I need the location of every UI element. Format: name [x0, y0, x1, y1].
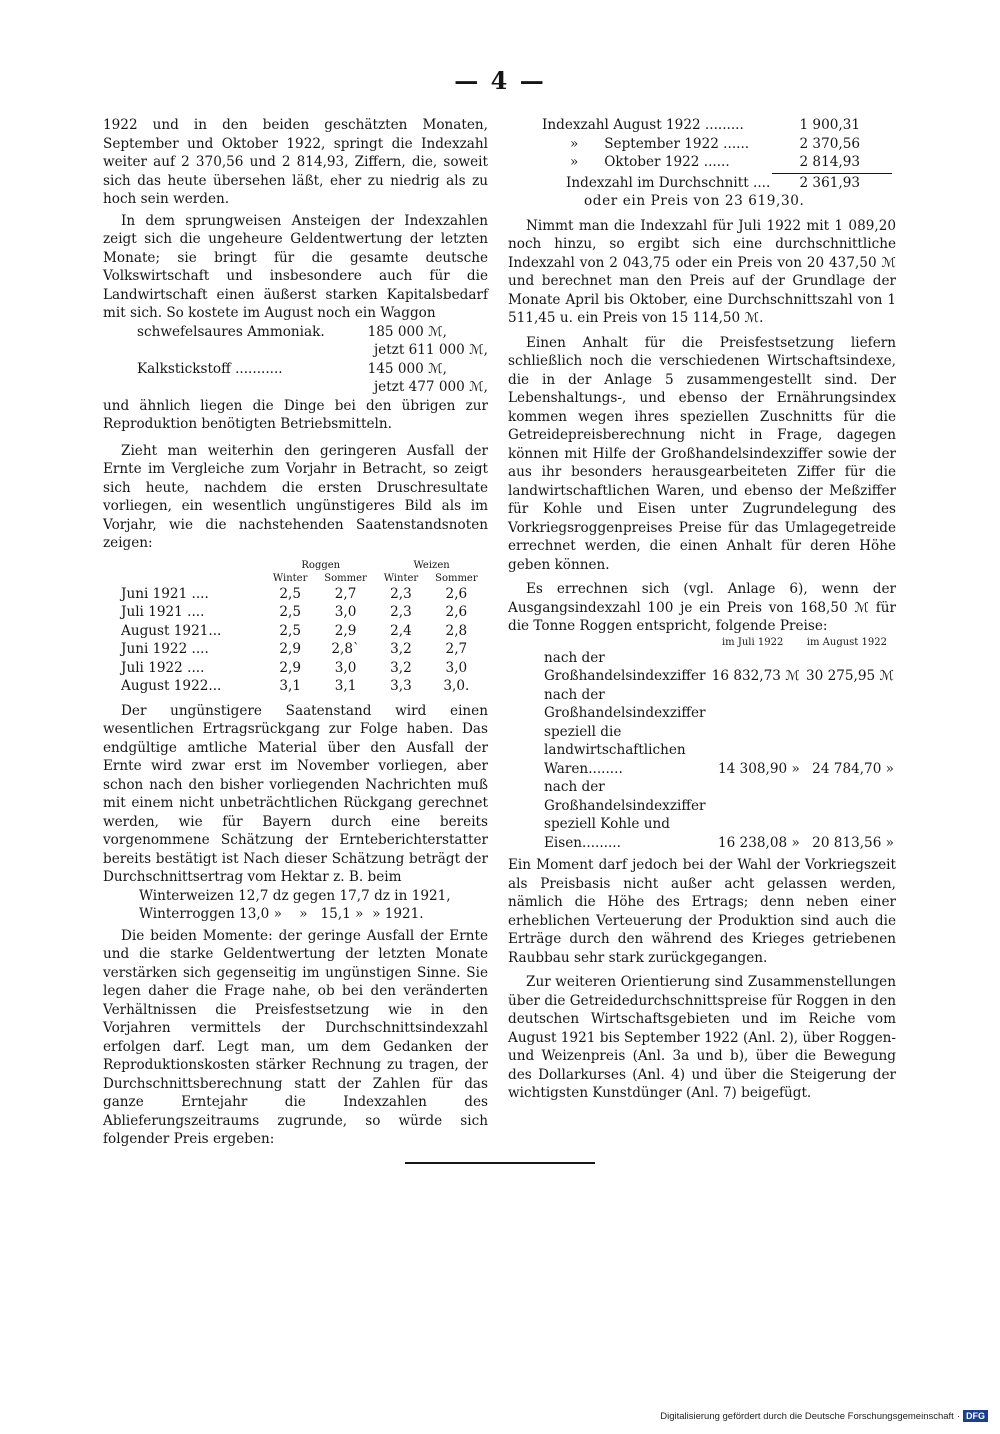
cell: 3,0: [445, 659, 468, 676]
paragraph-r4: Ein Moment darf jedoch bei der Wahl der Vorkriegszeit als Preisbasis nicht außer acht gelassen werden, nämlich die Höhe des Ertrags; denn neben einer erheblichen Verteuerung der Produktion sind auch die Erträge durch den während des Krieges getriebenen Raubbau sehr stark zurückgegangen.: [508, 857, 896, 966]
cell: 3,0: [334, 604, 357, 620]
table-row: [544, 778, 894, 852]
cell: 2,7: [445, 641, 468, 657]
index-block: [508, 116, 896, 211]
index-oktober-label: » Oktober 1922 ......: [570, 154, 730, 170]
header-winter: Winter: [272, 572, 308, 584]
cell: 20 813,56 »: [812, 834, 894, 851]
cell: 14 308,90 »: [717, 760, 800, 777]
cell: 3,1: [334, 678, 357, 694]
cell: 16 832,73 ℳ: [711, 668, 800, 684]
left-column: [103, 116, 488, 1149]
cell: 3,0: [334, 659, 357, 676]
index-average-label: Indexzahl im Durchschnitt ....: [566, 174, 771, 191]
saatenstand-table: [121, 559, 487, 696]
cell: 3,2: [390, 641, 412, 657]
table-row: [121, 585, 487, 604]
paragraph-r1: Nimmt man die Indexzahl für Juli 1922 mit 1 089,20 noch hinzu, so ergibt sich eine durchschnittliche Indexzahl von 2 043,75 oder ein Preis von 20 437,50 ℳ und berechnet man den Preis auf der Grundlage der Monate April bis Oktober, eine Durchschnittszahl von 1 511,45 u. ein Preis von 15 114,50 ℳ.: [508, 217, 896, 326]
index-august-value: 1 900,31: [799, 117, 860, 133]
row-label: Juni 1921 ....: [121, 585, 209, 602]
table-row: [121, 659, 487, 678]
digitization-credit: Digitalisierung gefördert durch die Deutsche Forschungsgemeinschaft · DFG: [660, 1410, 988, 1422]
cell: 30 275,95 ℳ: [805, 668, 894, 684]
cell: 16 238,08 »: [717, 834, 800, 851]
cell: 2,8`: [331, 641, 360, 657]
table-row: [544, 686, 894, 779]
index-august-label: Indexzahl August 1922 .........: [542, 117, 744, 133]
cell: 2,5: [279, 585, 301, 602]
paragraph-r2: Einen Anhalt für die Preisfestsetzung liefern schließlich noch die verschiedenen Wirtschaftsindexe, die in der Anlage 5 zusammengestellt sind. Der Lebenshaltungs-, und ebenso der Ernährungsindex kommen wegen ihres speziellen Zuschnitts für die Getreidepreisberechnung nicht in Frage, dagegen können mit Hilfe der Großhandelsindexziffer sowie der aus ihr besonders herausgearbeiteten Ziffer für die landwirtschaftlichen Waren, und ebenso der Meßziffer für Kohle und Eisen unter Zugrundelegung des Vorkriegsroggenpreises Preise für das Umlagegetreide errechnet werden, die einen Anhalt für deren Höhe geben können.: [508, 334, 896, 573]
ammoniak-label: schwefelsaures Ammoniak.: [137, 323, 325, 340]
dfg-logo-icon: DFG: [963, 1410, 988, 1422]
header-roggen: Roggen: [301, 559, 341, 571]
row-label: August 1922...: [121, 678, 222, 694]
page-number: — 4 —: [454, 66, 546, 95]
index-september-value: 2 370,56: [799, 135, 860, 152]
header-august: im August 1922: [806, 636, 887, 648]
cell: 2,9: [334, 622, 357, 639]
cell: 3,2: [390, 659, 412, 676]
table-row: [544, 649, 894, 686]
average-price: oder ein Preis von 23 619,30.: [584, 193, 805, 209]
index-september-label: » September 1922 ......: [570, 135, 750, 152]
row-label: nach der Großhandelsindexziffer speziell die landwirtschaftlichen Waren........: [544, 686, 706, 777]
table-row: [121, 640, 487, 659]
table-row: [121, 622, 487, 641]
header-juli: im Juli 1922: [721, 636, 784, 648]
row-label: Juli 1922 ....: [121, 659, 205, 676]
cell: 2,7: [334, 585, 357, 602]
table-row: [121, 677, 487, 696]
cell: 2,6: [445, 585, 468, 602]
paragraph-1: 1922 und in den beiden geschätzten Monaten, September und Oktober 1922, springt die Indexzahl weiter auf 2 370,56 und 2 814,93, Ziffern, die, soweit sich das heute übersehen läßt, eher zu niedrig als zu hoch sein werden.: [103, 117, 488, 207]
paragraph-2: In dem sprungweisen Ansteigen der Indexzahlen zeigt sich die ungeheure Geldentwertung der letzten Monate; sie bringt für die gesamte deutsche Volkswirtschaft und insbesondere auch für die Landwirtschaft einen äußerst starken Kapitalsbedarf mit sich. So kostete im August noch ein Waggon: [103, 212, 488, 321]
cell: 2,9: [279, 641, 301, 657]
table-row: [121, 603, 487, 622]
winterweizen-line: Winterweizen 12,7 dz gegen 17,7 dz in 1921,: [139, 887, 451, 904]
paragraph-3: und ähnlich liegen die Dinge bei den übrigen zur Reproduktion benötigten Betriebsmitteln.: [103, 397, 488, 432]
row-label: August 1921...: [121, 622, 222, 639]
kalkstickstoff-value: 145 000 ℳ,: [367, 360, 447, 377]
index-average-value: 2 361,93: [799, 174, 860, 191]
row-label: nach der Großhandelsindexziffer: [544, 649, 706, 684]
kalkstickstoff-now: jetzt 477 000 ℳ,: [373, 379, 488, 395]
row-label: nach der Großhandelsindexziffer speziell Kohle und Eisen.........: [544, 779, 706, 851]
paragraph-5: Der ungünstigere Saatenstand wird einen wesentlichen Ertragsrückgang zur Folge haben. Das endgültige amtliche Material über den Ausfall der Ernte wird zwar erst im November vorliegen, aber schon nach den bisher vorliegenden Nachrichten muß mit einem nicht unbeträchtlichen Rückgang gerechnet werden, wie für Bayern durch eine bereits vorgenommene Schätzung der Ernteberichterstatter bereits bestätigt ist Nach dieser Schätzung beträgt der Durchschnittsertrag vom Hektar z. B. beim: [103, 702, 488, 885]
header-sommer: Sommer: [324, 572, 367, 584]
cell: 2,5: [279, 604, 301, 620]
cell: 2,6: [445, 604, 468, 620]
credit-text: Digitalisierung gefördert durch die Deutsche Forschungsgemeinschaft: [660, 1410, 954, 1422]
header-weizen: Weizen: [413, 559, 450, 571]
cell: 2,3: [390, 604, 412, 620]
fertilizer-prices: [103, 323, 488, 397]
header-sommer: Sommer: [435, 572, 478, 584]
cell: 2,5: [279, 622, 301, 639]
cell: 2,4: [390, 622, 412, 639]
paragraph-r5: Zur weiteren Orientierung sind Zusammenstellungen über die Getreidedurchschnittspreise für Roggen in den deutschen Wirtschaftsgebieten und im Reiche vom August 1921 bis September 1922 (Anl. 2), über Roggen- und Weizenpreis (Anl. 3a und b), über die Bewegung des Dollarkurses (Anl. 4) und über die Steigerung der wichtigsten Kunstdünger (Anl. 7) beigefügt.: [508, 974, 896, 1101]
index-oktober-value: 2 814,93: [799, 154, 860, 170]
cell: 3,1: [279, 678, 301, 694]
cell: 2,9: [279, 659, 301, 676]
header-winter: Winter: [383, 572, 419, 584]
ammoniak-value: 185 000 ℳ,: [367, 323, 447, 340]
row-label: Juni 1922 ....: [121, 641, 209, 657]
ertrag-lines: [103, 887, 488, 924]
row-label: Juli 1921 ....: [121, 604, 205, 620]
preis-table: [544, 636, 894, 853]
winterroggen-line: Winterroggen 13,0 » » 15,1 » » 1921.: [139, 906, 424, 922]
right-column: [508, 116, 896, 1103]
cell: 3,3: [390, 678, 412, 694]
cell: 24 784,70 »: [812, 760, 894, 777]
cell: 2,3: [390, 585, 412, 602]
paragraph-6: Die beiden Momente: der geringe Ausfall der Ernte und die starke Geldentwertung der letzten Monate verstärken sich gegenseitig im ungünstigen Sinne. Sie legen daher die Frage nahe, ob bei den veränderten Verhältnissen die Preisfestsetzung wie in den Vorjahren vermittels der Durchschnittsindexzahl erfolgen darf. Legt man, um dem Gedanken der Reproduktionskosten stärker Rechnung zu tragen, der Durchschnittsberechnung statt der Zahlen für das ganze Erntejahr die Indexzahlen des Ablieferungszeitraums zugrunde, so würde sich folgender Preis ergeben:: [103, 927, 488, 1147]
cell: 3,0.: [443, 678, 470, 694]
cell: 2,8: [445, 622, 468, 639]
footer-rule: [405, 1162, 595, 1164]
ammoniak-now: jetzt 611 000 ℳ,: [373, 342, 488, 358]
paragraph-r3: Es errechnen sich (vgl. Anlage 6), wenn der Ausgangsindexzahl 100 je ein Preis von 168,50 ℳ für die Tonne Roggen entspricht, folgende Preise:: [508, 581, 896, 634]
paragraph-4: Zieht man weiterhin den geringeren Ausfall der Ernte im Vergleiche zum Vorjahr in Betracht, so zeigt sich heute, nachdem die ersten Druschresultate vorliegen, ein wesentlich ungünstigeres Bild als im Vorjahr, wie die nachstehenden Saatenstandsnoten zeigen:: [103, 442, 488, 551]
kalkstickstoff-label: Kalkstickstoff ...........: [137, 360, 283, 377]
